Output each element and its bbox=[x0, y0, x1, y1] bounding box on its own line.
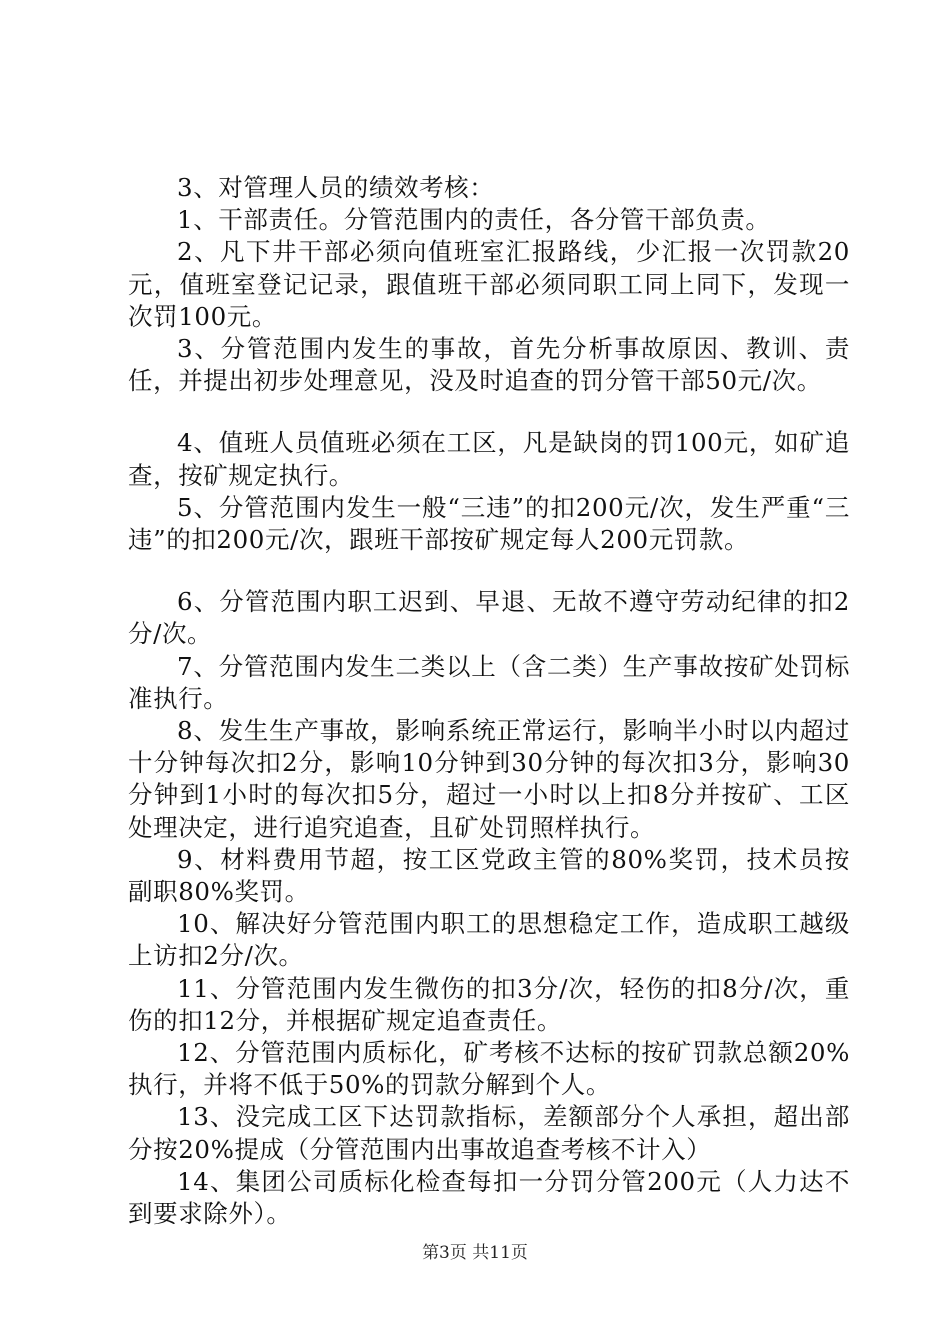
paragraph-item-2: 2、凡下井干部必须向值班室汇报路线，少汇报一次罚款20元，值班室登记记录，跟值班干部必须同职工同上同下，发现一次罚100元。 bbox=[128, 237, 850, 331]
paragraph-item-1: 1、干部责任。分管范围内的责任，各分管干部负责。 bbox=[177, 205, 771, 235]
paragraph-item-4: 4、值班人员值班必须在工区，凡是缺岗的罚100元，如矿追查，按矿规定执行。 bbox=[128, 428, 850, 490]
paragraph-item-12: 12、分管范围内质标化，矿考核不达标的按矿罚款总额20%执行，并将不低于50%的罚款分解到个人。 bbox=[128, 1038, 850, 1100]
paragraph-item-8: 8、发生生产事故，影响系统正常运行，影响半小时以内超过十分钟每次扣2分，影响10分钟到30分钟的每次扣3分，影响30分钟到1小时的每次扣5分，超过一小时以上扣8分并按矿、工区处理决定，进行追究追查，且矿处罚照样执行。 bbox=[128, 716, 850, 842]
paragraph-item-14: 14、集团公司质标化检查每扣一分罚分管200元（人力达不到要求除外）。 bbox=[128, 1166, 850, 1229]
document-body bbox=[128, 172, 850, 1230]
page-number-footer: 第3页 共11页 bbox=[422, 1243, 528, 1263]
paragraph-item-6: 6、分管范围内职工迟到、早退、无故不遵守劳动纪律的扣2分/次。 bbox=[128, 587, 850, 649]
paragraph-item-5: 5、分管范围内发生一般“三违”的扣200元/次，发生严重“三违”的扣200元/次，跟班干部按矿规定每人200元罚款。 bbox=[128, 492, 850, 555]
paragraph-section-heading: 3、对管理人员的绩效考核： bbox=[177, 173, 495, 202]
paragraph-item-3: 3、分管范围内发生的事故，首先分析事故原因、教训、责任，并提出初步处理意见，没及时追查的罚分管干部50元/次。 bbox=[128, 334, 850, 396]
paragraph-item-9: 9、材料费用节超，按工区党政主管的80%奖罚，技术员按副职80%奖罚。 bbox=[128, 844, 850, 907]
paragraph-item-10: 10、解决好分管范围内职工的思想稳定工作，造成职工越级上访扣2分/次。 bbox=[128, 909, 850, 971]
paragraph-item-11: 11、分管范围内发生微伤的扣3分/次，轻伤的扣8分/次，重伤的扣12分，并根据矿规定追查责任。 bbox=[128, 973, 850, 1035]
paragraph-item-13: 13、没完成工区下达罚款指标，差额部分个人承担，超出部分按20%提成（分管范围内出事故追查考核不计入） bbox=[128, 1102, 850, 1164]
paragraph-item-7: 7、分管范围内发生二类以上（含二类）生产事故按矿处罚标准执行。 bbox=[128, 651, 850, 713]
